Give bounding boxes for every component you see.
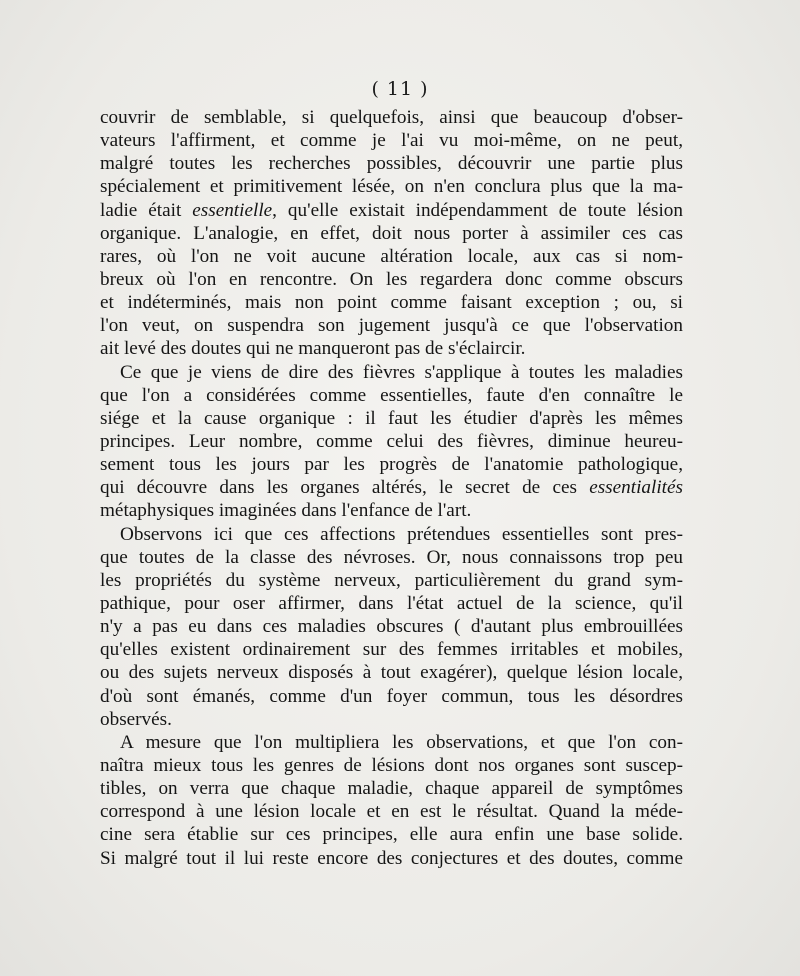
- text-line: et indéterminés, mais non point comme faisant exception ; ou, si: [100, 292, 683, 314]
- paragraph-4: [100, 731, 683, 870]
- paragraph-3: [100, 523, 683, 731]
- text-line: les propriétés du système nerveux, particulièrement du grand sym-: [100, 569, 683, 591]
- text-line: métaphysiques imaginées dans l'enfance de l'art.: [100, 500, 472, 522]
- text-line: ladie était essentielle, qu'elle existait indépendamment de toute lésion: [100, 199, 683, 221]
- page-number: ( 11 ): [371, 78, 429, 100]
- text-line: Observons ici que ces affections prétendues essentielles sont pres-: [120, 523, 683, 545]
- text-line: pathique, pour oser affirmer, dans l'état actuel de la science, qu'il: [100, 592, 683, 614]
- text-line: vateurs l'affirment, et comme je l'ai vu moi-même, on ne peut,: [100, 130, 683, 152]
- paragraph-1: [100, 106, 683, 361]
- text-line: breux où l'on en rencontre. On les regardera donc comme obscurs: [100, 268, 683, 290]
- text-line: qu'elles existent ordinairement sur des femmes irritables et mobiles,: [100, 639, 683, 661]
- text-line: spécialement et primitivement lésée, on n'en conclura plus que la ma-: [100, 176, 683, 198]
- text-line: naîtra mieux tous les genres de lésions dont nos organes sont suscep-: [100, 754, 683, 776]
- text-line: cine sera établie sur ces principes, elle aura enfin une base solide.: [100, 824, 683, 846]
- text-line: tibles, on verra que chaque maladie, chaque appareil de symptômes: [100, 778, 683, 800]
- text-line: l'on veut, on suspendra son jugement jusqu'à ce que l'observation: [100, 315, 683, 337]
- text-line: Ce que je viens de dire des fièvres s'applique à toutes les maladies: [120, 361, 683, 383]
- text-line: qui découvre dans les organes altérés, le secret de ces essentialités: [100, 477, 683, 499]
- text-line: principes. Leur nombre, comme celui des fièvres, diminue heureu-: [100, 430, 683, 452]
- text-line: Si malgré tout il lui reste encore des conjectures et des doutes, comme: [100, 847, 683, 869]
- text-line: rares, où l'on ne voit aucune altération locale, aux cas si nom-: [100, 245, 683, 267]
- text-line: que toutes de la classe des névroses. Or, nous connaissons trop peu: [100, 546, 683, 568]
- text-line: ait levé des doutes qui ne manqueront pas de s'éclaircir.: [100, 338, 526, 360]
- text-line: organique. L'analogie, en effet, doit nous porter à assimiler ces cas: [100, 222, 683, 244]
- text-line: malgré toutes les recherches possibles, découvrir une partie plus: [100, 153, 683, 175]
- body-text: [100, 106, 683, 870]
- text-line: couvrir de semblable, si quelquefois, ainsi que beaucoup d'obser-: [100, 107, 683, 128]
- text-line: d'où sont émanés, comme d'un foyer commun, tous les désordres: [100, 685, 683, 707]
- text-line: A mesure que l'on multipliera les observations, et que l'on con-: [120, 731, 683, 753]
- text-line: correspond à une lésion locale et en est le résultat. Quand la méde-: [100, 801, 683, 823]
- text-line: ou des sujets nerveux disposés à tout exagérer), quelque lésion locale,: [100, 662, 683, 684]
- paragraph-2: [100, 361, 683, 523]
- text-line: n'y a pas eu dans ces maladies obscures ( d'autant plus embrouillées: [100, 616, 683, 638]
- text-line: que l'on a considérées comme essentielles, faute d'en connaître le: [100, 384, 683, 406]
- text-line: observés.: [100, 708, 172, 730]
- text-line: siége et la cause organique : il faut les étudier d'après les mêmes: [100, 407, 683, 429]
- text-line: sement tous les jours par les progrès de l'anatomie pathologique,: [100, 454, 683, 476]
